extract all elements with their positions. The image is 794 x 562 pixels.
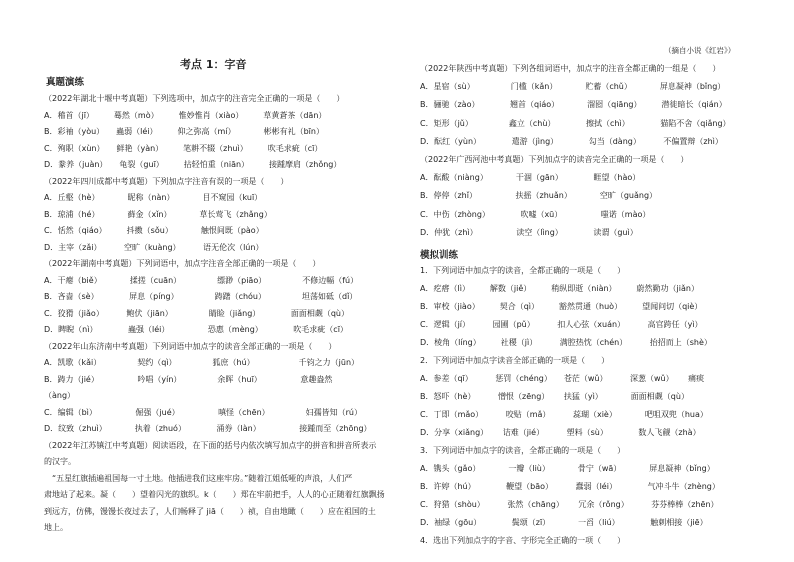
text-line: 的汉字。 xyxy=(44,457,76,466)
text-line: D．酝红（yùn） 遣游（jìng） 勾当（dàng） 不偏置辩（zhì） xyxy=(420,136,723,146)
text-line: A．酝酸（niàng） 干涸（gān） 睚望（hào） xyxy=(420,173,641,183)
text-line: A．凯歌（kǎi） 契约（qì） 狐庶（hú） 千钧之力（jūn） xyxy=(44,358,360,367)
text-line: A．干瘪（biě） 揉搓（cuān） 缥渺（piāo） 不修边幅（fú） xyxy=(44,275,359,285)
text-line: B．骊驰（zào） 翘首（qiáo） 溜囵（qiāng） 潜徙暗长（qián） xyxy=(420,100,727,110)
text-line: A．镌头（gǎo） 一瓣（liù） 骨宁（wā） 屏息凝神（bǐng） xyxy=(420,464,715,473)
text-line: D．仲犹（zhì） 读空（lìng） 读谓（guì） xyxy=(420,227,638,237)
text-line: C．狩猎（shòu） 张然（chāng） 冗余（rǒng） 芬芬棒棒（zhēn） xyxy=(420,500,719,509)
text-line: D．棱角（líng） 社稷（jì） 满腔热忱（chén） 抬招而上（shè） xyxy=(420,338,712,347)
text-line: C．逻辑（jí） 园圃（pǔ） 扣人心弦（xuán） 高官跨任（yì） xyxy=(420,320,703,329)
text-line: A．丘壑（hè） 昵称（nàn） 目不窥园（kuī） xyxy=(44,193,263,202)
section-heading-exam: 真题演练 xyxy=(46,77,85,88)
text-line: B．审校（jiào） 契合（qì） 豁然贯通（huò） 望闻问切（qiè） xyxy=(420,302,703,311)
text-line: （àng） xyxy=(44,391,76,400)
text-line: B．彩袖（yòu） 蟲弱（léi） 仰之弥高（mí） 彬彬有礼（bīn） xyxy=(44,127,324,136)
text-line: A．疙瘩（lì） 解数（jiě） 稍纵即逝（niàn） 蔚然勤功（jiǎn） xyxy=(420,284,699,293)
text-line: 地上。 xyxy=(44,523,68,532)
text-line: 到远方，仿佛，馒馒长夜过去了，人们畅释了 jiā（ ）祯，自由地瞰（ ）应在祖国的土 xyxy=(44,506,376,516)
text-line: A．星宿（sù） 门槛（kǎn） 贮蓄（chǔ） 屏息凝神（bǐng） xyxy=(420,82,726,92)
text-line: D．豢养（juàn） 龟裂（guī） 拈轻怕重（niān） 接踵摩肩（zhǒng） xyxy=(44,160,342,169)
text-line: （2022年四川成都中考真题）下列加点字注音有误的一项是（ ） xyxy=(44,176,289,186)
text-line: （2022年江苏镇江中考真题）阅读语段，在下面的括号内依次填写加点字的拼音和拼音所表示 xyxy=(44,440,377,450)
text-line: D．主宰（zǎi） 空旷（kuàng） 语无伦次（lún） xyxy=(44,242,264,252)
text-line: C．中伤（zhòng） 吹嘘（xū） 嗤诺（mào） xyxy=(420,209,651,219)
text-line: “五星红旗插遍祖国每一寸土地。他插进我们这座牢房。”随着江姐低哑的声浪，人们严 xyxy=(44,473,353,483)
section-heading-mock: 模拟训练 xyxy=(420,250,459,261)
text-line: D．纹致（zhuì） 执着（zhuó） 涌券（làn） 接踵而至（zhōng） xyxy=(44,424,372,433)
text-line: B．怒吓（hè） 憎恨（zēng） 扶猛（yì） 面面相觑（qù） xyxy=(420,392,689,401)
source-note: （摘自小说《红岩》） xyxy=(664,46,736,55)
text-line: C．恬然（qiáo） 抖擞（sǒu） 触恨间既（pào） xyxy=(44,226,264,235)
text-line: C．丁即（mǎo） 咬贴（mǎ） 蕊瑚（xiè） 吧咀双兜（hua） xyxy=(420,410,708,419)
text-line: B．停停（zhǐ） 扶摇（zhuǎn） 空旷（guǎng） xyxy=(420,191,658,201)
text-line: C．狡猾（jiǎo） 鲍伏（jiān） 睛睑（jiǎng） 面面相觑（qù） xyxy=(44,308,349,318)
text-line: A．稽首（jī） 蓦然（mò） 惟妙惟肖（xiào） 草黄蒼茶（dān） xyxy=(44,110,327,120)
text-line: C．矩形（jǔ） 鑫立（chù） 擦拭（chì） 猫陷不舍（qiǎng） xyxy=(420,118,731,128)
text-line: 2．下列词语中加点字读音全部正确的一项是（ ） xyxy=(420,356,610,365)
text-line: 1．下列词语中加点字的读音，全都正确的一项是（ ） xyxy=(420,266,626,275)
text-line: 4．选出下列加点字的字音、字形完全正确的一项（ ） xyxy=(420,536,626,545)
text-line: D．分享（xiǎng） 诘难（jié） 塑料（sù） 数人飞觎（zhà） xyxy=(420,428,701,437)
text-line: D．袖绿（gōu） 鬓颂（zī） 一舀（liú） 触刺相接（jiē） xyxy=(420,518,708,527)
text-line: C．编辑（bì） 倔强（jué） 嗔怪（chēn） 妇孺皆知（rú） xyxy=(44,407,363,417)
page-title: 考点 1：字音 xyxy=(180,58,247,71)
text-line: B．吝啬（sè） 屏息（píng） 踌躇（chóu） 坦荡如砥（dǐ） xyxy=(44,292,358,301)
text-line: B．许婷（hú） 鞭望（bāo） 蠢弱（léi） 气冲斗牛（zhèng） xyxy=(420,482,720,491)
text-line: （2022年湖北十堰中考真题）下列选项中，加点字的注音完全正确的一项是（ ） xyxy=(44,94,345,103)
text-line: B．琼浦（hé） 藓金（xǐn） 草长莺飞（zhǎng） xyxy=(44,209,272,219)
text-line: 3．下列词语中加点字的读音，全都正确的一项是（ ） xyxy=(420,446,626,455)
text-line: （2022年湖南中考真题）下列词语中，加点字注音全部正确的一项是（ ） xyxy=(44,259,321,268)
text-line: （2022年广西河池中考真题）下列加点字的读音完全正确的一项是（ ） xyxy=(420,155,689,164)
text-line: A．参差（qī） 惩罚（chéng） 苍茫（wǔ） 深葱（wǔ） 痛痰 xyxy=(420,374,705,383)
text-line: 肃地站了起来。凝（ ）望着闪光的旗织。k（ ）郑在牢前把手，人人的心正随着红旗飘扬 xyxy=(44,490,385,499)
text-line: B．踌力（jié） 吟唱（yín） 余晖（huī） 意趣盎然 xyxy=(44,374,333,384)
text-line: D．睥睨（nì） 蟲强（léi） 恐惠（mèng） 吹毛求疵（cī） xyxy=(44,325,348,334)
text-line: （2022年山东济南中考真题）下列词语中加点字的读音全部正确的一项是（ ） xyxy=(44,341,337,351)
text-line: （2022年陕西中考真题）下列各组词语中，加点字的注音全都正确的一组是（ ） xyxy=(420,64,721,73)
text-line: C．殉职（xùn） 鲜艳（yàn） 笔耕不辍（zhuì） 吹毛求疵（cī） xyxy=(44,143,323,153)
